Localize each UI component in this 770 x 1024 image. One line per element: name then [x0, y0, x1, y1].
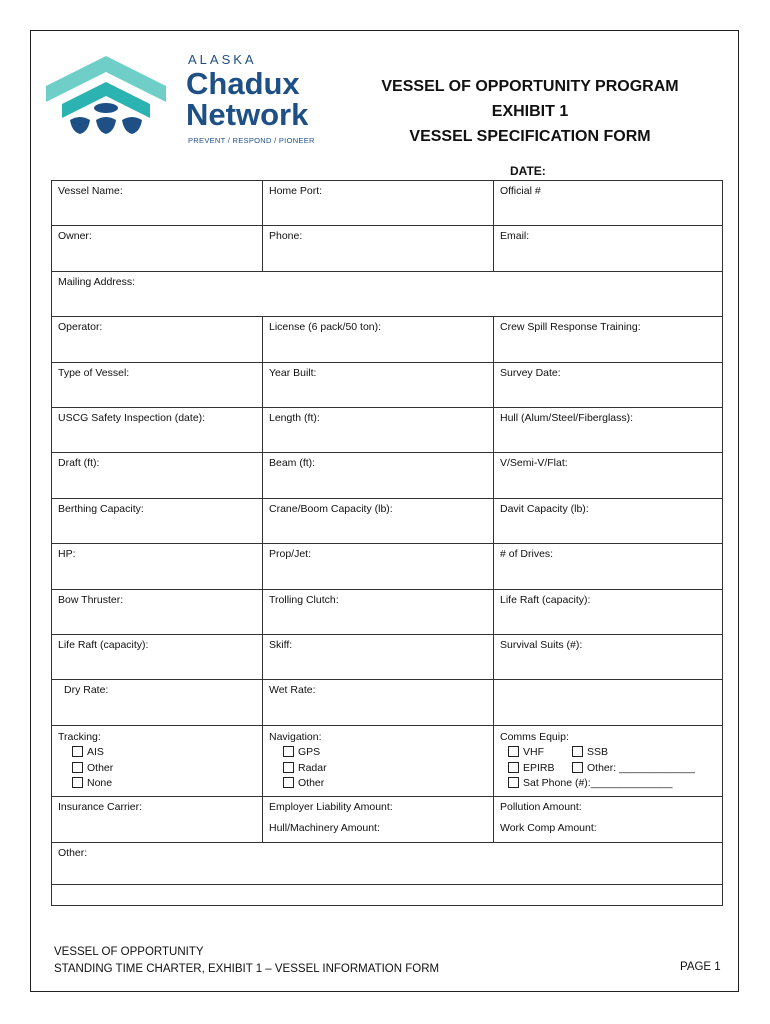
- tracking-other-checkbox[interactable]: [72, 762, 83, 773]
- operator-field[interactable]: Operator:: [52, 317, 263, 362]
- dry-rate-field[interactable]: Dry Rate:: [52, 680, 263, 725]
- epirb-checkbox[interactable]: [508, 762, 519, 773]
- comms-group: [494, 725, 723, 796]
- gps-checkbox[interactable]: [283, 746, 294, 757]
- vessel-spec-table: [51, 180, 723, 906]
- other-field[interactable]: Other:: [52, 842, 723, 884]
- sat-phone-checkbox[interactable]: [508, 777, 519, 788]
- ssb-checkbox[interactable]: [572, 746, 583, 757]
- nav-other-checkbox[interactable]: [283, 777, 294, 788]
- hp-field[interactable]: HP:: [52, 544, 263, 589]
- gps-label: GPS: [298, 746, 321, 759]
- work-comp-field[interactable]: Work Comp Amount:: [500, 821, 597, 834]
- phone-field[interactable]: Phone:: [263, 226, 494, 271]
- radar-label: Radar: [298, 761, 327, 774]
- bow-thruster-field[interactable]: Bow Thruster:: [52, 589, 263, 634]
- vessel-type-field[interactable]: Type of Vessel:: [52, 362, 263, 407]
- comms-other-label: Other: _____________: [587, 761, 696, 774]
- tracking-group: [52, 725, 263, 796]
- ais-checkbox[interactable]: [72, 746, 83, 757]
- draft-field[interactable]: Draft (ft):: [52, 453, 263, 498]
- brand-name: [186, 68, 308, 130]
- skiff-field[interactable]: Skiff:: [263, 634, 494, 679]
- owner-field[interactable]: Owner:: [52, 226, 263, 271]
- blank-row[interactable]: [52, 884, 723, 905]
- title-line-3: VESSEL SPECIFICATION FORM: [409, 128, 651, 145]
- title-line-1: VESSEL OF OPPORTUNITY PROGRAM: [381, 78, 679, 95]
- uscg-inspection-field[interactable]: USCG Safety Inspection (date):: [52, 407, 263, 452]
- davit-capacity-field[interactable]: Davit Capacity (lb):: [494, 498, 723, 543]
- survey-date-field[interactable]: Survey Date:: [494, 362, 723, 407]
- wet-rate-field[interactable]: Wet Rate:: [263, 680, 494, 725]
- hull-shape-field[interactable]: V/Semi-V/Flat:: [494, 453, 723, 498]
- comms-label: Comms Equip:: [500, 730, 569, 743]
- vessel-name-field[interactable]: Vessel Name:: [52, 181, 263, 226]
- brand-state: ALASKA: [188, 52, 257, 67]
- trolling-clutch-field[interactable]: Trolling Clutch:: [263, 589, 494, 634]
- hull-material-field[interactable]: Hull (Alum/Steel/Fiberglass):: [494, 407, 723, 452]
- employer-liability-field[interactable]: Employer Liability Amount:: [269, 800, 393, 813]
- beam-field[interactable]: Beam (ft):: [263, 453, 494, 498]
- comms-other-checkbox[interactable]: [572, 762, 583, 773]
- official-number-field[interactable]: Official #: [494, 181, 723, 226]
- home-port-field[interactable]: Home Port:: [263, 181, 494, 226]
- life-raft-field-2[interactable]: Life Raft (capacity):: [52, 634, 263, 679]
- ais-label: AIS: [87, 746, 104, 759]
- year-built-field[interactable]: Year Built:: [263, 362, 494, 407]
- email-field[interactable]: Email:: [494, 226, 723, 271]
- survival-suits-field[interactable]: Survival Suits (#):: [494, 634, 723, 679]
- vhf-checkbox[interactable]: [508, 746, 519, 757]
- radar-checkbox[interactable]: [283, 762, 294, 773]
- berthing-capacity-field[interactable]: Berthing Capacity:: [52, 498, 263, 543]
- hull-machinery-field[interactable]: Hull/Machinery Amount:: [269, 821, 380, 834]
- tracking-none-label: None: [87, 777, 113, 790]
- brand-tagline: PREVENT / RESPOND / PIONEER: [188, 136, 315, 145]
- tracking-other-label: Other: [87, 761, 114, 774]
- length-field[interactable]: Length (ft):: [263, 407, 494, 452]
- page-title: [330, 74, 730, 149]
- tracking-label: Tracking:: [58, 730, 101, 743]
- life-raft-field-1[interactable]: Life Raft (capacity):: [494, 589, 723, 634]
- license-field[interactable]: License (6 pack/50 ton):: [263, 317, 494, 362]
- footer-line-1: VESSEL OF OPPORTUNITY: [54, 946, 204, 958]
- insurance-amounts-cell: [263, 796, 494, 842]
- ssb-label: SSB: [587, 746, 609, 759]
- drives-field[interactable]: # of Drives:: [494, 544, 723, 589]
- mailing-address-field[interactable]: Mailing Address:: [52, 271, 723, 316]
- date-label: DATE:: [510, 164, 546, 178]
- crane-capacity-field[interactable]: Crane/Boom Capacity (lb):: [263, 498, 494, 543]
- empty-cell: [494, 680, 723, 725]
- footer-line-2: STANDING TIME CHARTER, EXHIBIT 1 – VESSEL INFORMATION FORM: [54, 963, 440, 975]
- epirb-label: EPIRB: [523, 761, 555, 774]
- page-number: PAGE 1: [680, 961, 721, 973]
- insurance-carrier-field[interactable]: Insurance Carrier:: [52, 796, 263, 842]
- sat-phone-label: Sat Phone (#):______________: [523, 777, 673, 790]
- footer-text: [54, 944, 439, 978]
- vhf-label: VHF: [523, 746, 544, 759]
- tracking-none-checkbox[interactable]: [72, 777, 83, 788]
- brand-line-2: Network: [186, 97, 309, 132]
- pollution-workcomp-cell: [494, 796, 723, 842]
- navigation-label: Navigation:: [269, 730, 322, 743]
- brand-line-1: Chadux: [186, 66, 300, 101]
- title-line-2: EXHIBIT 1: [491, 103, 569, 120]
- crew-training-field[interactable]: Crew Spill Response Training:: [494, 317, 723, 362]
- navigation-group: [263, 725, 494, 796]
- prop-jet-field[interactable]: Prop/Jet:: [263, 544, 494, 589]
- pollution-amount-field[interactable]: Pollution Amount:: [500, 800, 582, 813]
- nav-other-label: Other: [298, 777, 325, 790]
